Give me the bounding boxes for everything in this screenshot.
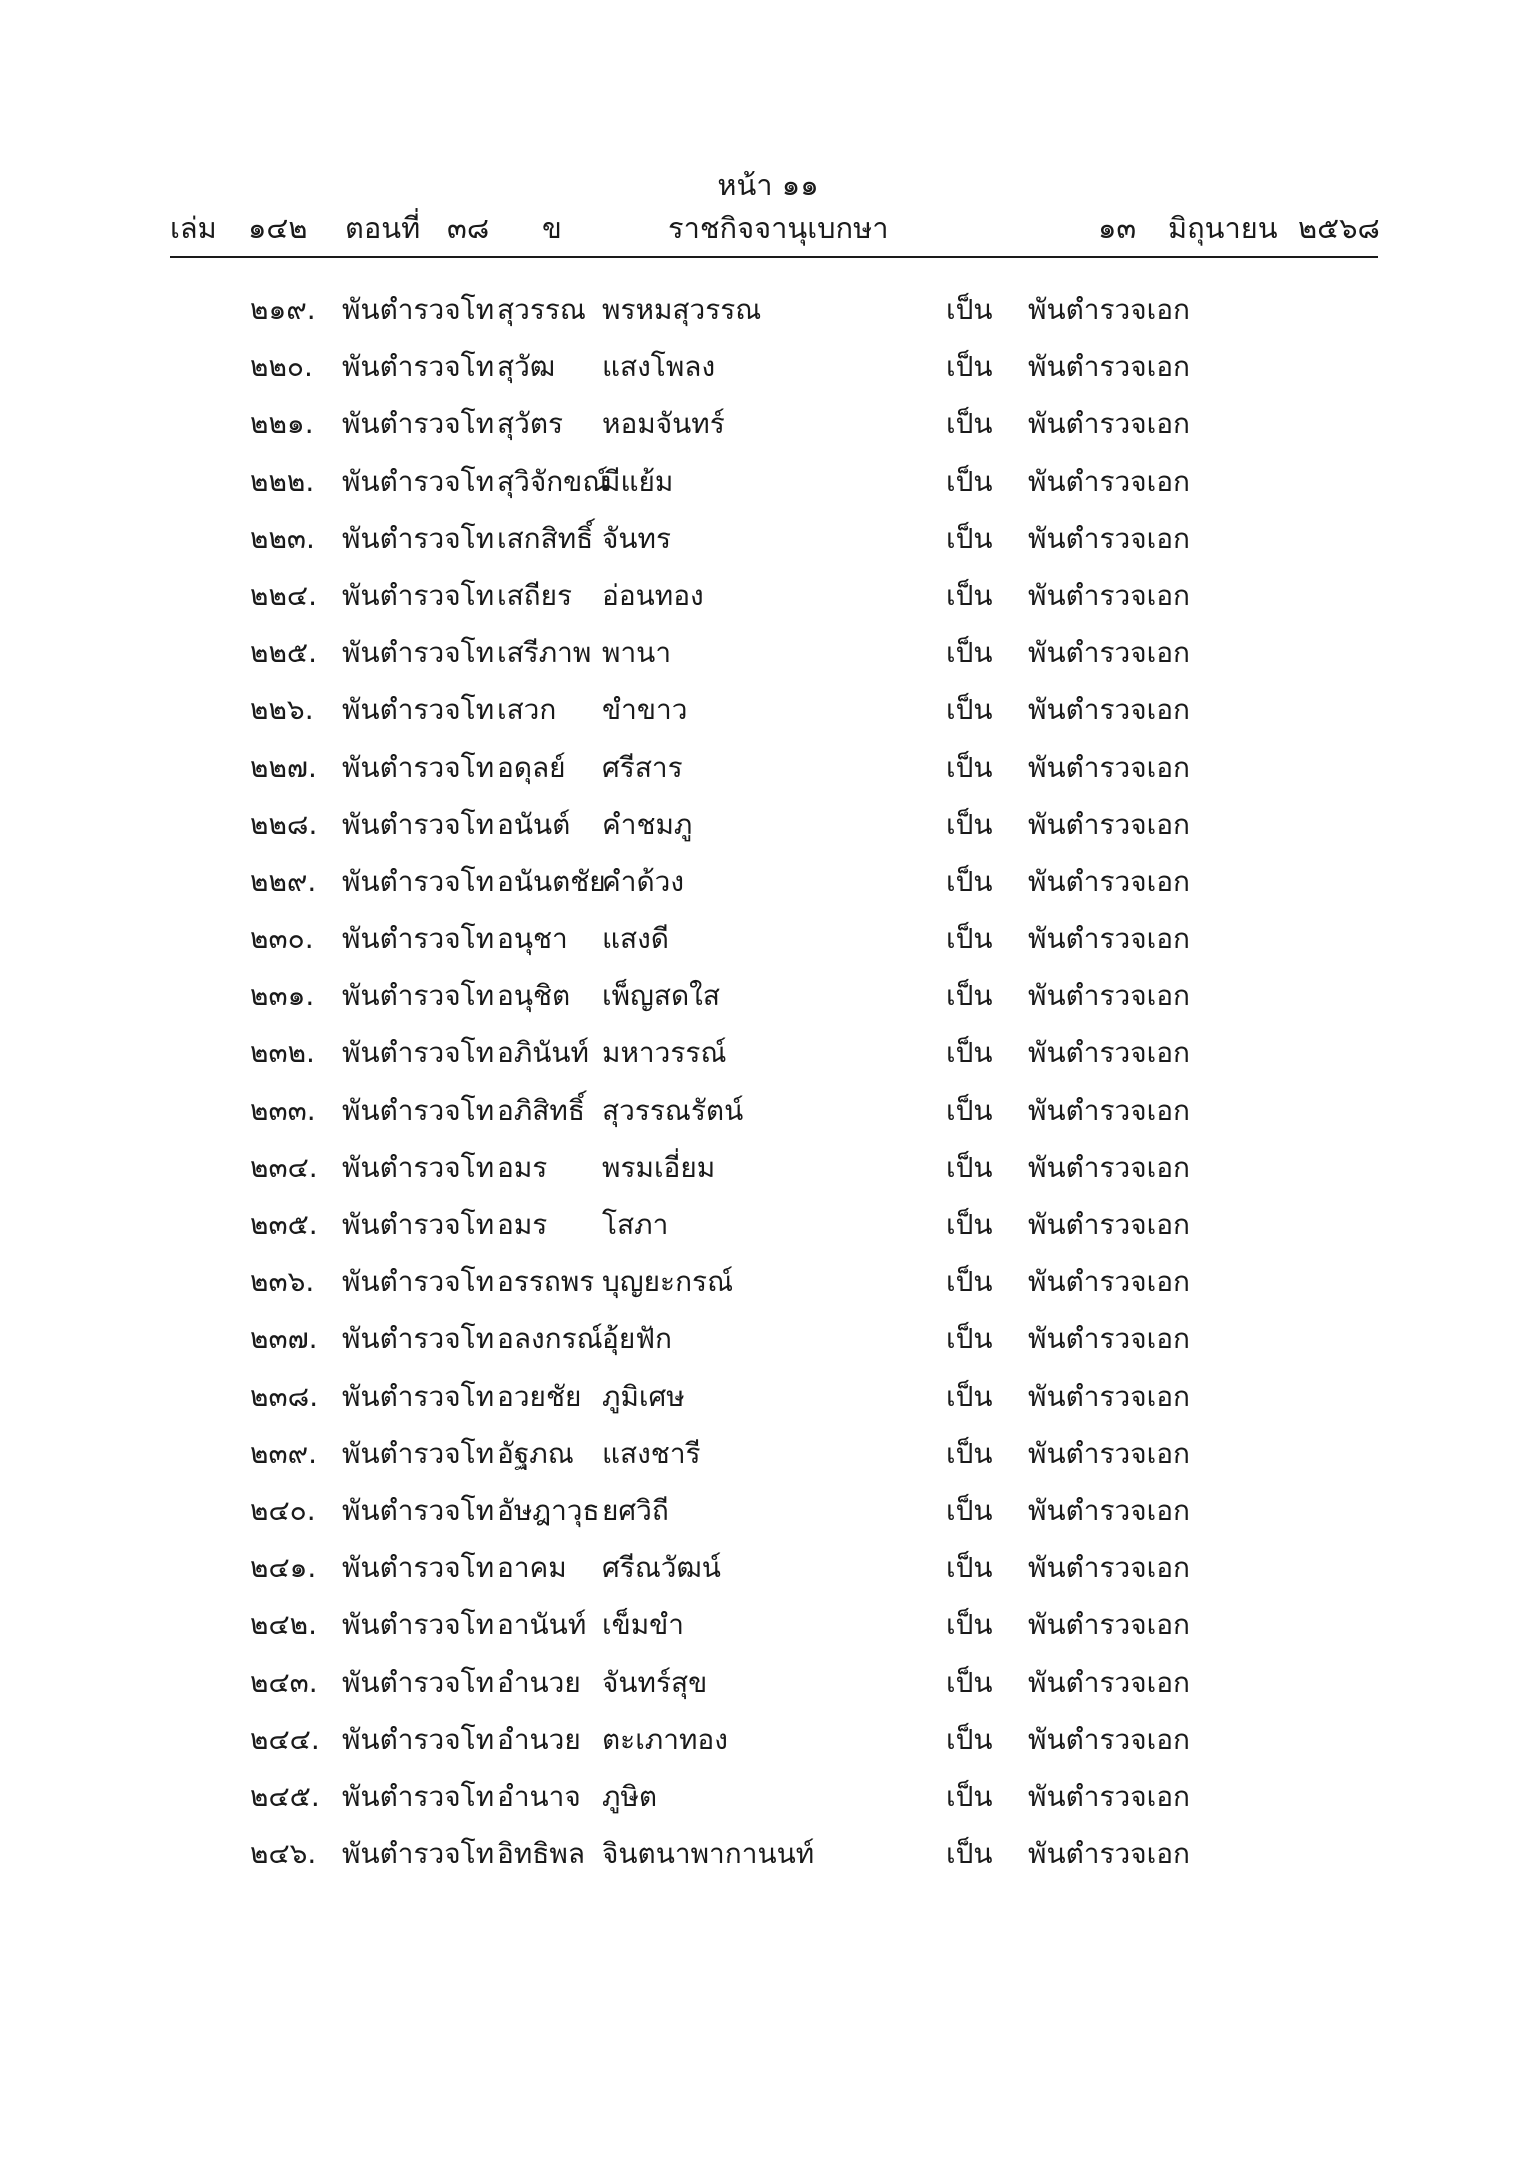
be-word: เป็น: [946, 1436, 993, 1470]
last-name: อุ้ยฟัก: [602, 1322, 672, 1356]
be-word: เป็น: [946, 807, 993, 841]
list-item: [0, 1148, 1536, 1205]
entry-number: ๒๓๖.: [250, 1265, 315, 1299]
last-name: จันทร: [602, 521, 672, 555]
current-rank: พันตำรวจโท: [342, 1436, 495, 1470]
current-rank: พันตำรวจโท: [342, 1722, 495, 1756]
new-rank: พันตำรวจเอก: [1028, 1208, 1191, 1241]
new-rank: พันตำรวจเอก: [1028, 350, 1191, 384]
be-word: เป็น: [946, 636, 993, 670]
current-rank: พันตำรวจโท: [342, 693, 495, 727]
first-name: อนันตชัย: [497, 864, 606, 898]
current-rank: พันตำรวจโท: [342, 1779, 495, 1813]
last-name: แสงชารี: [602, 1436, 701, 1470]
be-word: เป็น: [946, 1722, 993, 1756]
current-rank: พันตำรวจโท: [342, 407, 495, 441]
new-rank: พันตำรวจเอก: [1028, 922, 1191, 956]
new-rank: พันตำรวจเอก: [1028, 578, 1191, 612]
last-name: อ่อนทอง: [602, 578, 704, 612]
entry-number: ๒๓๕.: [250, 1208, 318, 1241]
last-name: ศรีณวัฒน์: [602, 1551, 721, 1585]
last-name: สุวรรณรัตน์: [602, 1093, 744, 1127]
list-item: [0, 1491, 1536, 1548]
be-word: เป็น: [946, 1150, 993, 1184]
current-rank: พันตำรวจโท: [342, 578, 495, 612]
be-word: เป็น: [946, 1379, 993, 1413]
current-rank: พันตำรวจโท: [342, 521, 495, 555]
current-rank: พันตำรวจโท: [342, 1265, 495, 1299]
new-rank: พันตำรวจเอก: [1028, 521, 1191, 555]
entry-number: ๒๓๔.: [250, 1150, 318, 1184]
current-rank: พันตำรวจโท: [342, 293, 495, 326]
list-item: [0, 1033, 1536, 1090]
first-name: สุวัฒ: [497, 350, 556, 384]
last-name: แสงดี: [602, 922, 669, 956]
last-name: คำด้วง: [602, 864, 685, 898]
entry-number: ๒๓๗.: [250, 1322, 318, 1356]
be-word: เป็น: [946, 350, 993, 384]
part-label: ข: [542, 211, 562, 245]
last-name: เข็มขำ: [602, 1608, 685, 1642]
list-item: [0, 290, 1536, 347]
entry-number: ๒๒๕.: [250, 636, 318, 670]
entry-number: ๒๒๓.: [250, 521, 315, 555]
first-name: อมร: [497, 1150, 548, 1184]
new-rank: พันตำรวจเอก: [1028, 1036, 1191, 1070]
list-item: [0, 1262, 1536, 1319]
list-item: [0, 519, 1536, 576]
entry-number: ๒๒๘.: [250, 807, 318, 841]
last-name: ขำขาว: [602, 693, 688, 727]
first-name: อนุชา: [497, 922, 568, 956]
entry-number: ๒๓๘.: [250, 1379, 319, 1413]
current-rank: พันตำรวจโท: [342, 1608, 495, 1642]
entry-number: ๒๒๑.: [250, 407, 314, 441]
be-word: เป็น: [946, 1036, 993, 1070]
last-name: บุญยะกรณ์: [602, 1265, 734, 1299]
first-name: อภินันท์: [497, 1036, 590, 1070]
new-rank: พันตำรวจเอก: [1028, 1551, 1191, 1585]
last-name: คำชมภู: [602, 807, 693, 841]
first-name: อัฐภณ: [497, 1436, 574, 1470]
header-divider: [170, 256, 1378, 258]
first-name: อนุชิต: [497, 979, 571, 1013]
list-item: [0, 1777, 1536, 1834]
first-name: อรรถพร: [497, 1265, 595, 1299]
current-rank: พันตำรวจโท: [342, 1379, 495, 1413]
entry-number: ๒๑๙.: [250, 293, 316, 326]
current-rank: พันตำรวจโท: [342, 750, 495, 784]
current-rank: พันตำรวจโท: [342, 1150, 495, 1184]
new-rank: พันตำรวจเอก: [1028, 693, 1191, 727]
be-word: เป็น: [946, 979, 993, 1013]
current-rank: พันตำรวจโท: [342, 922, 495, 956]
new-rank: พันตำรวจเอก: [1028, 293, 1191, 326]
list-item: [0, 862, 1536, 919]
be-word: เป็น: [946, 1665, 993, 1699]
first-name: เสวก: [497, 693, 557, 727]
last-name: ภูมิเศษ: [602, 1379, 685, 1413]
list-item: [0, 1605, 1536, 1662]
new-rank: พันตำรวจเอก: [1028, 636, 1191, 670]
document-header: [170, 205, 1378, 253]
last-name: พรหมสุวรรณ: [602, 293, 762, 326]
current-rank: พันตำรวจโท: [342, 1665, 495, 1699]
current-rank: พันตำรวจโท: [342, 636, 495, 670]
first-name: อำนาจ: [497, 1779, 581, 1813]
last-name: พรมเอี่ยม: [602, 1150, 716, 1184]
be-word: เป็น: [946, 864, 993, 898]
last-name: จินตนาพากานนท์: [602, 1837, 815, 1871]
list-item: [0, 1377, 1536, 1434]
first-name: อลงกรณ์: [497, 1322, 603, 1356]
list-item: [0, 347, 1536, 404]
new-rank: พันตำรวจเอก: [1028, 1150, 1191, 1184]
list-item: [0, 404, 1536, 461]
list-item: [0, 1434, 1536, 1491]
new-rank: พันตำรวจเอก: [1028, 1379, 1191, 1413]
current-rank: พันตำรวจโท: [342, 1493, 495, 1527]
first-name: อำนวย: [497, 1665, 581, 1699]
be-word: เป็น: [946, 1608, 993, 1642]
be-word: เป็น: [946, 1493, 993, 1527]
last-name: ยศวิถี: [602, 1493, 669, 1527]
new-rank: พันตำรวจเอก: [1028, 1608, 1191, 1642]
page-number: หน้า ๑๑: [717, 168, 819, 202]
first-name: อาคม: [497, 1551, 567, 1585]
be-word: เป็น: [946, 1837, 993, 1871]
list-item: [0, 1663, 1536, 1720]
new-rank: พันตำรวจเอก: [1028, 1779, 1191, 1813]
last-name: พานา: [602, 636, 672, 670]
first-name: อดุลย์: [497, 750, 566, 784]
list-item: [0, 976, 1536, 1033]
date-day: ๑๓: [1098, 211, 1137, 245]
entry-number: ๒๓๓.: [250, 1093, 316, 1127]
current-rank: พันตำรวจโท: [342, 1322, 495, 1356]
last-name: ตะเภาทอง: [602, 1722, 728, 1756]
first-name: สุวิจักขณ์: [497, 464, 609, 498]
current-rank: พันตำรวจโท: [342, 1093, 495, 1127]
list-item: [0, 690, 1536, 747]
current-rank: พันตำรวจโท: [342, 464, 495, 498]
last-name: เพ็ญสดใส: [602, 979, 720, 1013]
entry-number: ๒๒๐.: [250, 350, 313, 384]
first-name: อวยชัย: [497, 1379, 582, 1413]
list-item: [0, 1834, 1536, 1891]
list-item: [0, 462, 1536, 519]
current-rank: พันตำรวจโท: [342, 979, 495, 1013]
be-word: เป็น: [946, 1265, 993, 1299]
new-rank: พันตำรวจเอก: [1028, 464, 1191, 498]
list-item: [0, 1205, 1536, 1262]
be-word: เป็น: [946, 578, 993, 612]
gazette-title: ราชกิจจานุเบกษา: [668, 211, 889, 245]
current-rank: พันตำรวจโท: [342, 1036, 495, 1070]
first-name: สุวัตร: [497, 407, 564, 441]
first-name: อานันท์: [497, 1608, 587, 1642]
entry-number: ๒๓๑.: [250, 979, 315, 1013]
be-word: เป็น: [946, 464, 993, 498]
list-item: [0, 576, 1536, 633]
section-label: ตอนที่: [345, 211, 421, 245]
entry-number: ๒๒๖.: [250, 693, 314, 727]
new-rank: พันตำรวจเอก: [1028, 1093, 1191, 1127]
be-word: เป็น: [946, 922, 993, 956]
volume-label: เล่ม: [170, 211, 217, 245]
entry-number: ๒๒๙.: [250, 864, 317, 898]
be-word: เป็น: [946, 407, 993, 441]
list-item: [0, 805, 1536, 862]
current-rank: พันตำรวจโท: [342, 864, 495, 898]
be-word: เป็น: [946, 1779, 993, 1813]
new-rank: พันตำรวจเอก: [1028, 864, 1191, 898]
current-rank: พันตำรวจโท: [342, 1208, 495, 1241]
last-name: มหาวรรณ์: [602, 1036, 727, 1070]
be-word: เป็น: [946, 693, 993, 727]
list-item: [0, 633, 1536, 690]
entry-number: ๒๓๐.: [250, 922, 314, 956]
current-rank: พันตำรวจโท: [342, 1551, 495, 1585]
new-rank: พันตำรวจเอก: [1028, 979, 1191, 1013]
entry-number: ๒๔๖.: [250, 1837, 317, 1871]
list-item: [0, 919, 1536, 976]
new-rank: พันตำรวจเอก: [1028, 1493, 1191, 1527]
current-rank: พันตำรวจโท: [342, 350, 495, 384]
new-rank: พันตำรวจเอก: [1028, 807, 1191, 841]
be-word: เป็น: [946, 1093, 993, 1127]
first-name: อมร: [497, 1208, 548, 1241]
list-item: [0, 1091, 1536, 1148]
entry-number: ๒๔๔.: [250, 1722, 320, 1756]
entry-number: ๒๓๙.: [250, 1436, 318, 1470]
entry-number: ๒๒๔.: [250, 578, 318, 612]
first-name: อภิสิทธิ์: [497, 1093, 585, 1127]
entry-number: ๒๔๑.: [250, 1551, 317, 1585]
first-name: อนันต์: [497, 807, 571, 841]
last-name: ภูษิต: [602, 1779, 658, 1813]
be-word: เป็น: [946, 1322, 993, 1356]
entry-number: ๒๒๒.: [250, 464, 315, 498]
new-rank: พันตำรวจเอก: [1028, 1722, 1191, 1756]
last-name: จันทร์สุข: [602, 1665, 708, 1699]
be-word: เป็น: [946, 750, 993, 784]
new-rank: พันตำรวจเอก: [1028, 1265, 1191, 1299]
promotion-list: [0, 290, 1536, 1891]
last-name: มีแย้ม: [602, 464, 674, 498]
new-rank: พันตำรวจเอก: [1028, 1322, 1191, 1356]
new-rank: พันตำรวจเอก: [1028, 407, 1191, 441]
first-name: เสถียร: [497, 578, 573, 612]
new-rank: พันตำรวจเอก: [1028, 1665, 1191, 1699]
new-rank: พันตำรวจเอก: [1028, 1837, 1191, 1871]
entry-number: ๒๓๒.: [250, 1036, 315, 1070]
entry-number: ๒๔๓.: [250, 1665, 318, 1699]
current-rank: พันตำรวจโท: [342, 1837, 495, 1871]
current-rank: พันตำรวจโท: [342, 807, 495, 841]
new-rank: พันตำรวจเอก: [1028, 750, 1191, 784]
be-word: เป็น: [946, 521, 993, 555]
list-item: [0, 748, 1536, 805]
list-item: [0, 1319, 1536, 1376]
first-name: อิทธิพล: [497, 1837, 585, 1871]
date-month: มิถุนายน: [1168, 211, 1278, 245]
last-name: ศรีสาร: [602, 750, 683, 784]
last-name: แสงโพลง: [602, 350, 716, 384]
last-name: หอมจันทร์: [602, 407, 725, 441]
volume-number: ๑๔๒: [248, 211, 308, 245]
be-word: เป็น: [946, 1551, 993, 1585]
entry-number: ๒๔๒.: [250, 1608, 318, 1642]
first-name: เสกสิทธิ์: [497, 521, 594, 555]
last-name: โสภา: [602, 1208, 669, 1241]
be-word: เป็น: [946, 1208, 993, 1241]
entry-number: ๒๒๗.: [250, 750, 317, 784]
date-year: ๒๕๖๘: [1298, 211, 1380, 245]
first-name: เสรีภาพ: [497, 636, 592, 670]
list-item: [0, 1548, 1536, 1605]
be-word: เป็น: [946, 293, 993, 326]
first-name: อำนวย: [497, 1722, 581, 1756]
first-name: สุวรรณ: [497, 293, 586, 326]
entry-number: ๒๔๕.: [250, 1779, 320, 1813]
entry-number: ๒๔๐.: [250, 1493, 316, 1527]
first-name: อัษฎาวุธ: [497, 1493, 600, 1527]
new-rank: พันตำรวจเอก: [1028, 1436, 1191, 1470]
section-number: ๓๘: [447, 211, 490, 245]
list-item: [0, 1720, 1536, 1777]
